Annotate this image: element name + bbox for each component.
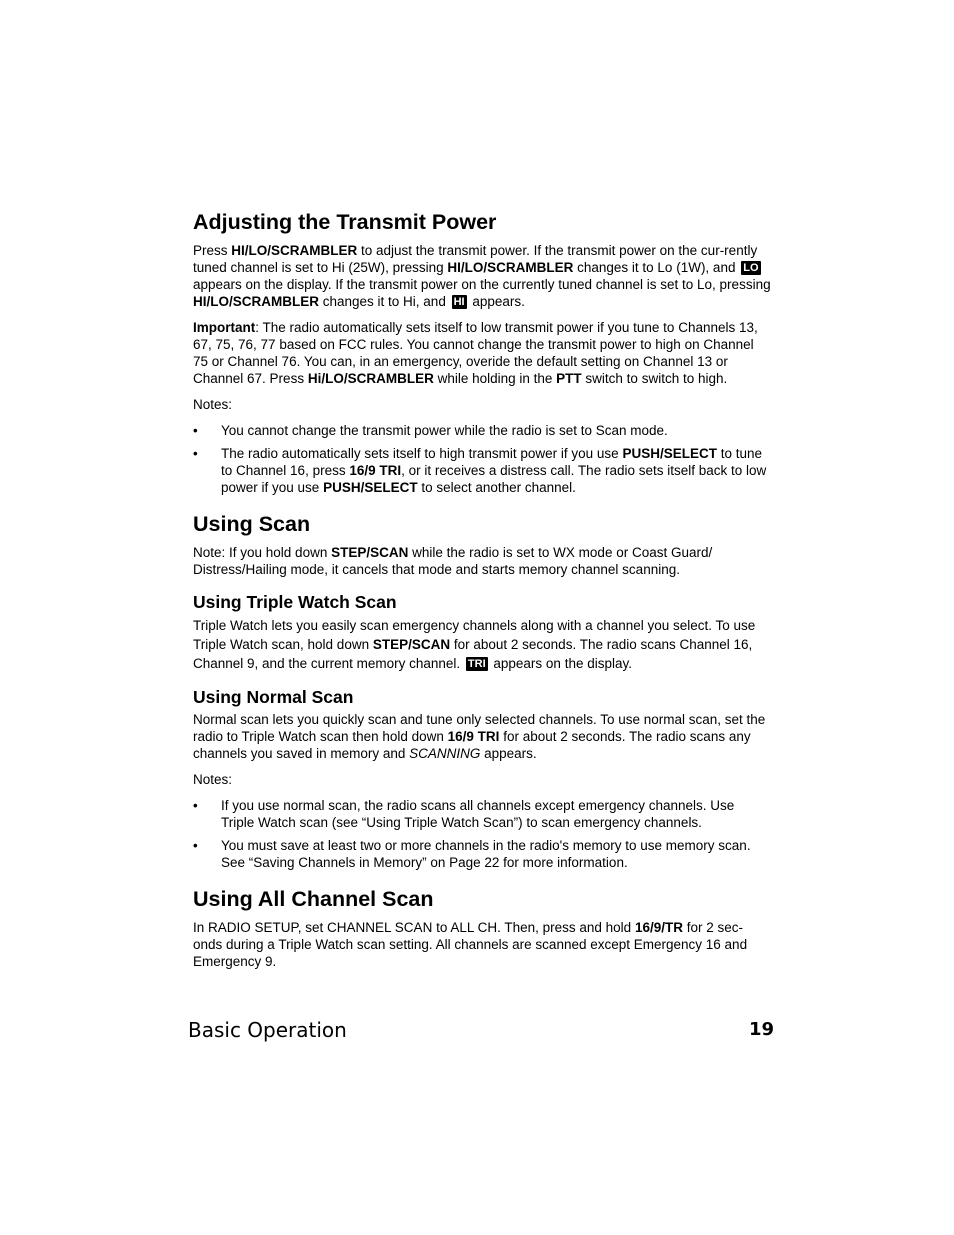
key-push-select: PUSH/SELECT <box>323 480 418 495</box>
key-push-select: PUSH/SELECT <box>622 446 717 461</box>
page-footer <box>188 1018 774 1046</box>
key-hi-lo-scrambler: HI/LO/SCRAMBLER <box>231 243 358 258</box>
notes-list-normal-scan <box>193 797 771 871</box>
key-16-9-tri: 16/9 TRI <box>349 463 402 478</box>
notes-list-transmit-power <box>193 422 771 496</box>
list-item: • The radio automatically sets itself to high transmit power if you use PUSH/SELECT to tune to Channel 16, press 16/9 TRI, or it receives a distress call. The radio sets itself back to low power if you use PUSH/SELECT to select another channel. <box>193 446 767 495</box>
important-label: Important <box>193 320 256 335</box>
key-16-9-tri: 16/9 TRI <box>447 729 500 744</box>
page-number: 19 <box>748 1019 774 1040</box>
paragraph-transmit-power-intro: Press HI/LO/SCRAMBLER to adjust the transmit power. If the transmit power on the cur-rently tuned channel is set to Hi (25W), pressing HI/LO/SCRAMBLER changes it to Lo (1W), and LO appears on the display. If the transmit power on the currently tuned channel is set to Lo, pressing HI/LO/SCRAMBLER changes it to Hi, and HI appears. <box>193 243 771 309</box>
key-hi-lo-scrambler: HI/LO/SCRAMBLER <box>193 294 319 309</box>
key-step-scan: STEP/SCAN <box>331 545 409 560</box>
bullet-icon: • <box>193 798 198 813</box>
key-step-scan: STEP/SCAN <box>372 637 451 652</box>
scanning-display-text: SCANNING <box>409 746 481 761</box>
heading-triple-watch-scan: Using Triple Watch Scan <box>193 592 397 612</box>
paragraph-important: Important: The radio automatically sets itself to low transmit power if you tune to Channels 13, 67, 75, 76, 77 based on FCC rules. You cannot change the transmit power to high on Channel 75 or Channel 76. You can, in an emergency, overide the default setting on Channel 13 or Channel 67. Press Hi/LO/SCRAMBLER while holding in the PTT switch to switch to high. <box>193 320 758 386</box>
paragraph-normal-scan: Normal scan lets you quickly scan and tune only selected channels. To use normal scan, set the radio to Triple Watch scan then hold down 16/9 TRI for about 2 seconds. The radio scans any channels you saved in memory and SCANNING appears. <box>193 712 766 761</box>
paragraph-scan-note: Note: If you hold down STEP/SCAN while the radio is set to WX mode or Coast Guard/ Distress/Hailing mode, it cancels that mode and starts memory channel scanning. <box>193 545 713 577</box>
tri-indicator-icon: TRI <box>467 658 486 670</box>
paragraph-triple-watch: Triple Watch lets you easily scan emergency channels along with a channel you select. To use Triple Watch scan, hold down STEP/SCAN for about 2 seconds. The radio scans Channel 16, Channel 9, and the current memory channel. TRI appears on the display. <box>193 618 756 671</box>
lo-indicator-icon: LO <box>743 262 759 274</box>
paragraph-all-channel-scan: In RADIO SETUP, set CHANNEL SCAN to ALL CH. Then, press and hold 16/9/TR for 2 sec-onds during a Triple Watch scan setting. All channels are scanned except Emergency 16 and Emergency 9. <box>193 920 748 969</box>
heading-using-scan: Using Scan <box>193 512 311 536</box>
key-hi-lo-scrambler: HI/LO/SCRAMBLER <box>447 260 574 275</box>
bullet-icon: • <box>193 446 198 461</box>
key-hi-lo-scrambler: Hi/LO/SCRAMBLER <box>307 371 434 386</box>
key-ptt: PTT <box>556 371 582 386</box>
key-16-9-tr: 16/9/TR <box>634 920 683 935</box>
list-item: • You must save at least two or more channels in the radio's memory to use memory scan. See “Saving Channels in Memory” on Page 22 for more information. <box>193 838 751 870</box>
list-item: • You cannot change the transmit power while the radio is set to Scan mode. <box>193 423 668 438</box>
page-body <box>193 208 771 979</box>
footer-section-title: Basic Operation <box>188 1018 347 1042</box>
list-item: • If you use normal scan, the radio scans all channels except emergency channels. Use Triple Watch scan (see “Using Triple Watch Scan”) to scan emergency channels. <box>193 798 735 830</box>
heading-normal-scan: Using Normal Scan <box>193 687 354 707</box>
hi-indicator-icon: HI <box>453 296 465 308</box>
bullet-icon: • <box>193 423 198 438</box>
notes-label: Notes: <box>193 772 233 787</box>
heading-all-channel-scan: Using All Channel Scan <box>193 887 434 911</box>
heading-transmit-power: Adjusting the Transmit Power <box>193 210 497 234</box>
notes-label: Notes: <box>193 397 233 412</box>
bullet-icon: • <box>193 838 198 853</box>
